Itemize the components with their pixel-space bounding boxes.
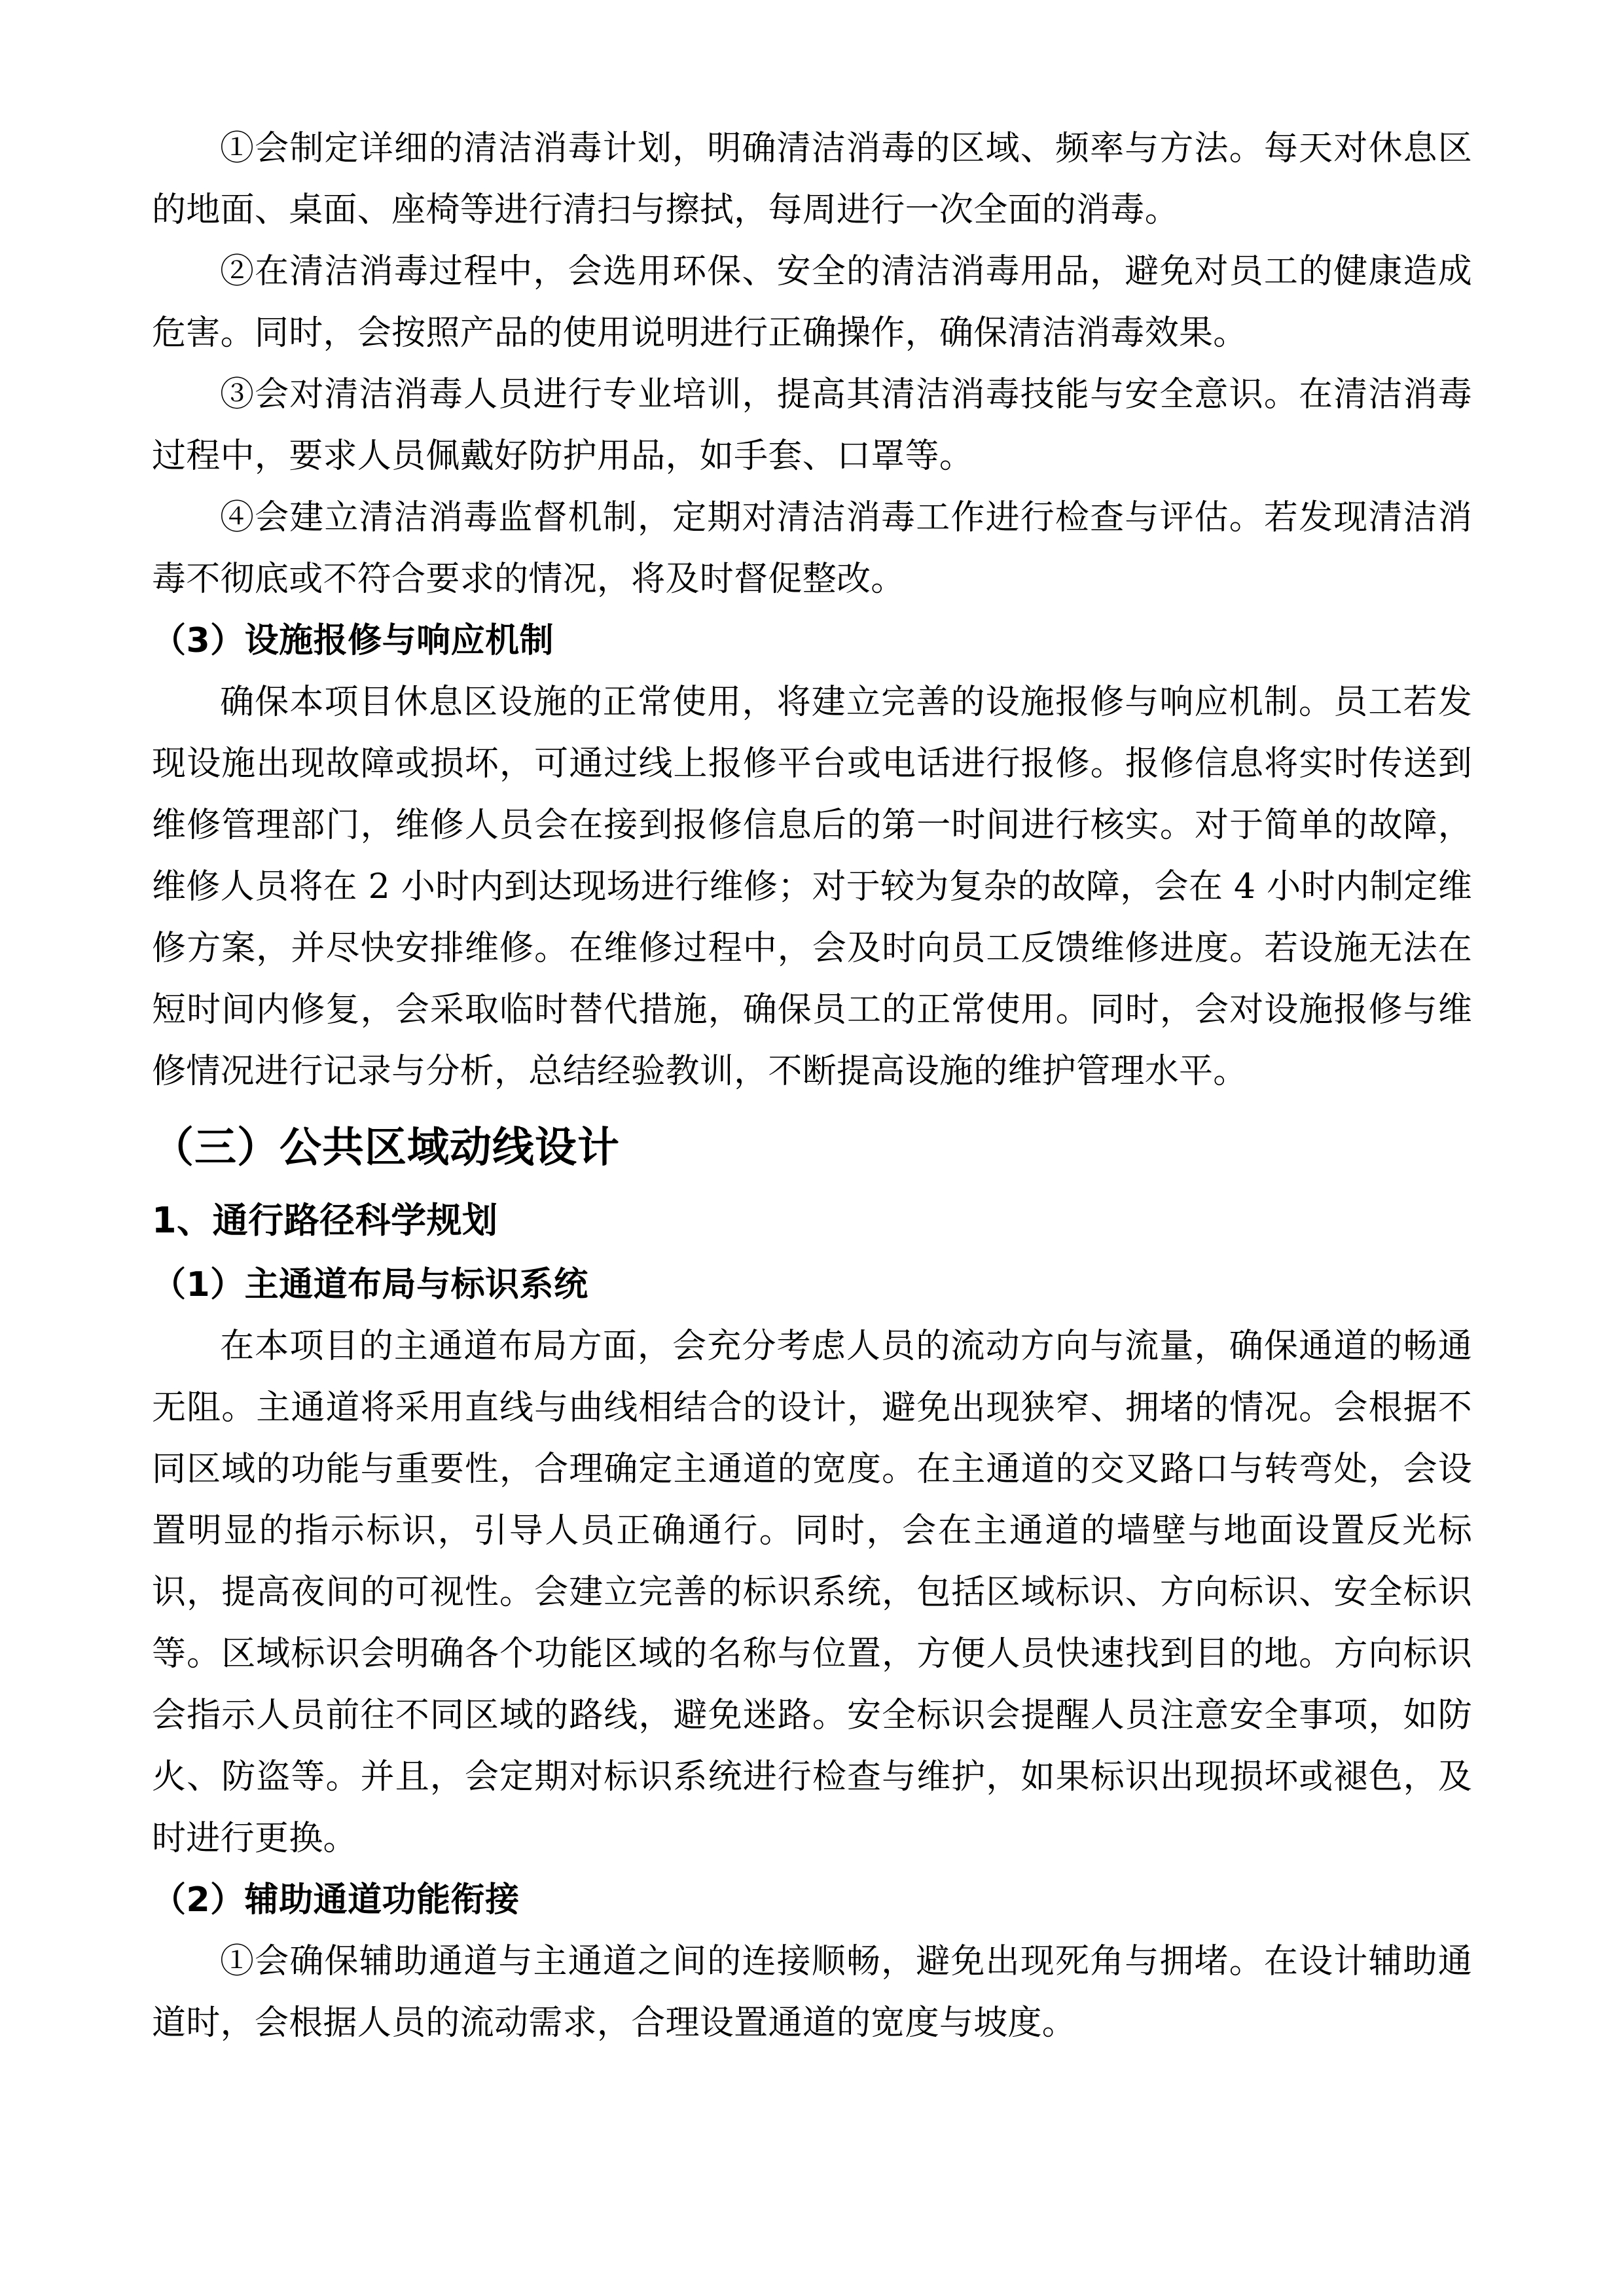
heading-main-corridor-signage: （1）主通道布局与标识系统 xyxy=(152,1265,588,1304)
heading-public-area-circulation: （三）公共区域动线设计 xyxy=(152,1124,620,1172)
list-item-3: ③会对清洁消毒人员进行专业培训，提高其清洁消毒技能与安全意识。在清洁消毒过程中，要求人员佩戴好防护用品，如手套、口罩等。 xyxy=(152,375,1472,476)
heading-path-planning: 1、通行路径科学规划 xyxy=(152,1200,498,1241)
list-item-1: ①会制定详细的清洁消毒计划，明确清洁消毒的区域、频率与方法。每天对休息区的地面、桌面、座椅等进行清扫与擦拭，每周进行一次全面的消毒。 xyxy=(152,129,1472,230)
heading-facility-repair: （3）设施报修与响应机制 xyxy=(152,621,554,660)
paragraph-facility-repair: 确保本项目休息区设施的正常使用，将建立完善的设施报修与响应机制。员工若发现设施出现故障或损坏，可通过线上报修平台或电话进行报修。报修信息将实时传送到维修管理部门，维修人员会在接到报修信息后的第一时间进行核实。对于简单的故障，维修人员将在 2 小时内到达现场进行维修；对于较为复杂的故障，会在 4 小时内制定维修方案，并尽快安排维修。在维修过程中，会及时向员工反馈维修进度。若设施无法在短时间内修复，会采取临时替代措施，确保员工的正常使用。同时，会对设施报修与维修情况进行记录与分析，总结经验教训，不断提高设施的维护管理水平。 xyxy=(152,683,1472,1091)
list-item-4: ④会建立清洁消毒监督机制，定期对清洁消毒工作进行检查与评估。若发现清洁消毒不彻底或不符合要求的情况，将及时督促整改。 xyxy=(152,498,1472,599)
paragraph-auxiliary-corridor: ①会确保辅助通道与主通道之间的连接顺畅，避免出现死角与拥堵。在设计辅助通道时，会根据人员的流动需求，合理设置通道的宽度与坡度。 xyxy=(152,1942,1472,2043)
document-body xyxy=(152,118,1472,2054)
heading-auxiliary-corridor: （2）辅助通道功能衔接 xyxy=(152,1880,520,1920)
paragraph-main-corridor: 在本项目的主通道布局方面，会充分考虑人员的流动方向与流量，确保通道的畅通无阻。主通道将采用直线与曲线相结合的设计，避免出现狭窄、拥堵的情况。会根据不同区域的功能与重要性，合理确定主通道的宽度。在主通道的交叉路口与转弯处，会设置明显的指示标识，引导人员正确通行。同时，会在主通道的墙壁与地面设置反光标识，提高夜间的可视性。会建立完善的标识系统，包括区域标识、方向标识、安全标识等。区域标识会明确各个功能区域的名称与位置，方便人员快速找到目的地。方向标识会指示人员前往不同区域的路线，避免迷路。安全标识会提醒人员注意安全事项，如防火、防盗等。并且，会定期对标识系统进行检查与维护，如果标识出现损坏或褪色，及时进行更换。 xyxy=(152,1327,1472,1858)
list-item-2: ②在清洁消毒过程中，会选用环保、安全的清洁消毒用品，避免对员工的健康造成危害。同时，会按照产品的使用说明进行正确操作，确保清洁消毒效果。 xyxy=(152,252,1472,353)
